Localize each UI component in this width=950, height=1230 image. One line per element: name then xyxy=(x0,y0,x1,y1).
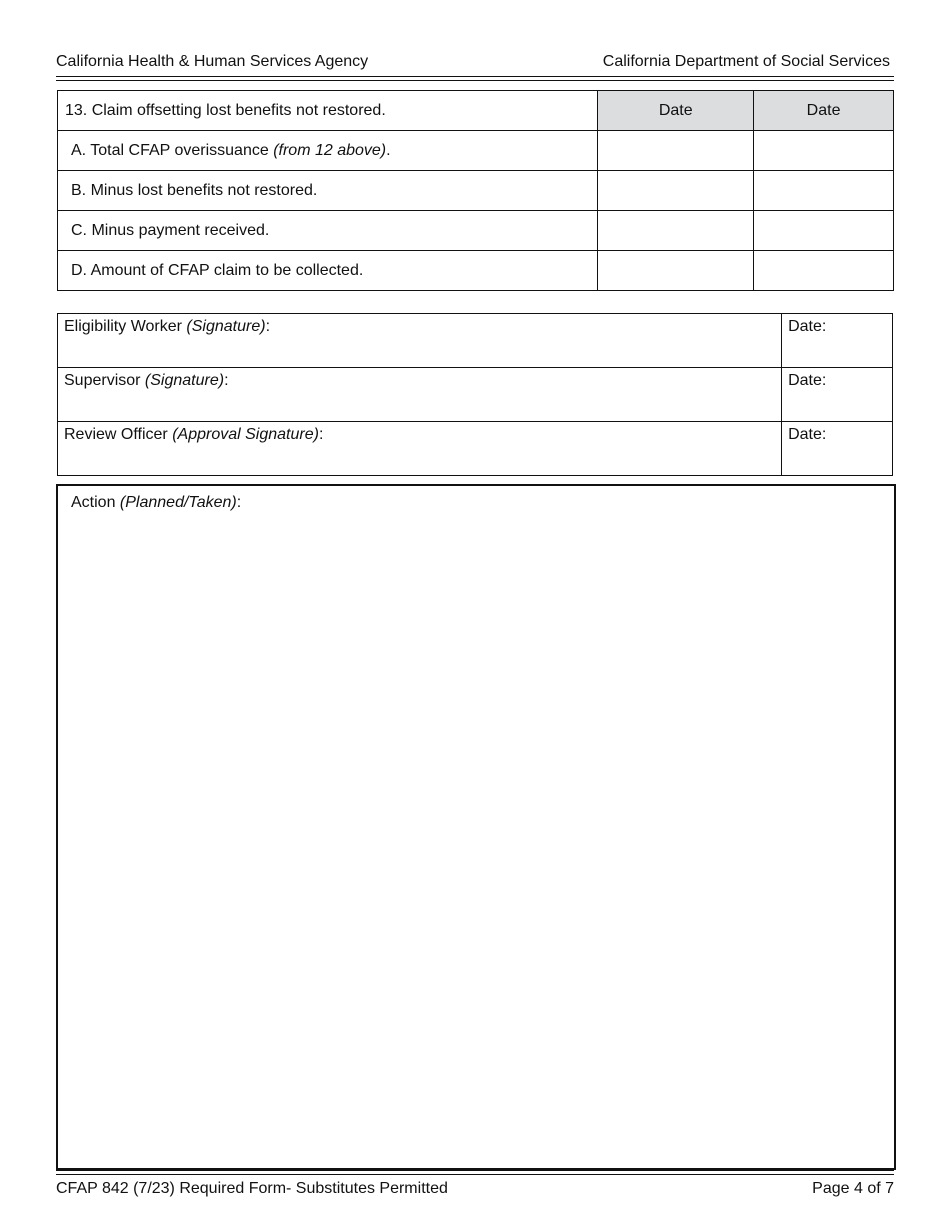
claim-row-c-date2-field[interactable] xyxy=(754,211,894,251)
footer-page-number: Page 4 of 7 xyxy=(812,1180,894,1197)
footer-rule-top xyxy=(56,1170,894,1171)
claim-row-a xyxy=(58,131,894,171)
header-department: California Department of Social Services xyxy=(602,53,890,70)
claim-row-label: C. Minus payment received. xyxy=(58,211,598,251)
claim-row-c xyxy=(58,211,894,251)
signature-table xyxy=(57,313,893,476)
header-agency: California Health & Human Services Agency xyxy=(56,53,369,70)
claim-table xyxy=(57,90,894,291)
signature-row-supervisor xyxy=(58,368,893,422)
claim-row-a-date2-field[interactable] xyxy=(754,131,894,171)
signature-row-review-officer xyxy=(58,422,893,476)
review-officer-date-field[interactable]: Date: xyxy=(782,422,893,476)
claim-row-d-date1-field[interactable] xyxy=(598,251,754,291)
claim-row-d xyxy=(58,251,894,291)
footer-form-id: CFAP 842 (7/23) Required Form- Substitutes Permitted xyxy=(56,1180,448,1197)
supervisor-date-field[interactable]: Date: xyxy=(782,368,893,422)
claim-row-d-date2-field[interactable] xyxy=(754,251,894,291)
claim-row-label: D. Amount of CFAP claim to be collected. xyxy=(58,251,598,291)
claim-row-c-date1-field[interactable] xyxy=(598,211,754,251)
action-textarea[interactable] xyxy=(56,484,896,1170)
claim-row-b xyxy=(58,171,894,211)
claim-row-b-date1-field[interactable] xyxy=(598,171,754,211)
date-header-1: Date xyxy=(598,91,754,131)
claim-row-label: A. Total CFAP overissuance (from 12 above). xyxy=(58,131,598,171)
date-header-2: Date xyxy=(754,91,894,131)
claim-header-row xyxy=(58,91,894,131)
claim-title: 13. Claim offsetting lost benefits not restored. xyxy=(58,91,598,131)
claim-row-a-date1-field[interactable] xyxy=(598,131,754,171)
claim-row-label: B. Minus lost benefits not restored. xyxy=(58,171,598,211)
header-rule-bottom xyxy=(56,80,894,81)
footer-rule-bottom xyxy=(56,1174,894,1175)
eligibility-worker-date-field[interactable]: Date: xyxy=(782,314,893,368)
header-rule-top xyxy=(56,76,894,77)
review-officer-signature-field[interactable]: Review Officer (Approval Signature): xyxy=(58,422,782,476)
claim-row-b-date2-field[interactable] xyxy=(754,171,894,211)
eligibility-worker-signature-field[interactable]: Eligibility Worker (Signature): xyxy=(58,314,782,368)
action-label: Action (Planned/Taken): xyxy=(71,494,242,511)
signature-row-eligibility-worker xyxy=(58,314,893,368)
supervisor-signature-field[interactable]: Supervisor (Signature): xyxy=(58,368,782,422)
